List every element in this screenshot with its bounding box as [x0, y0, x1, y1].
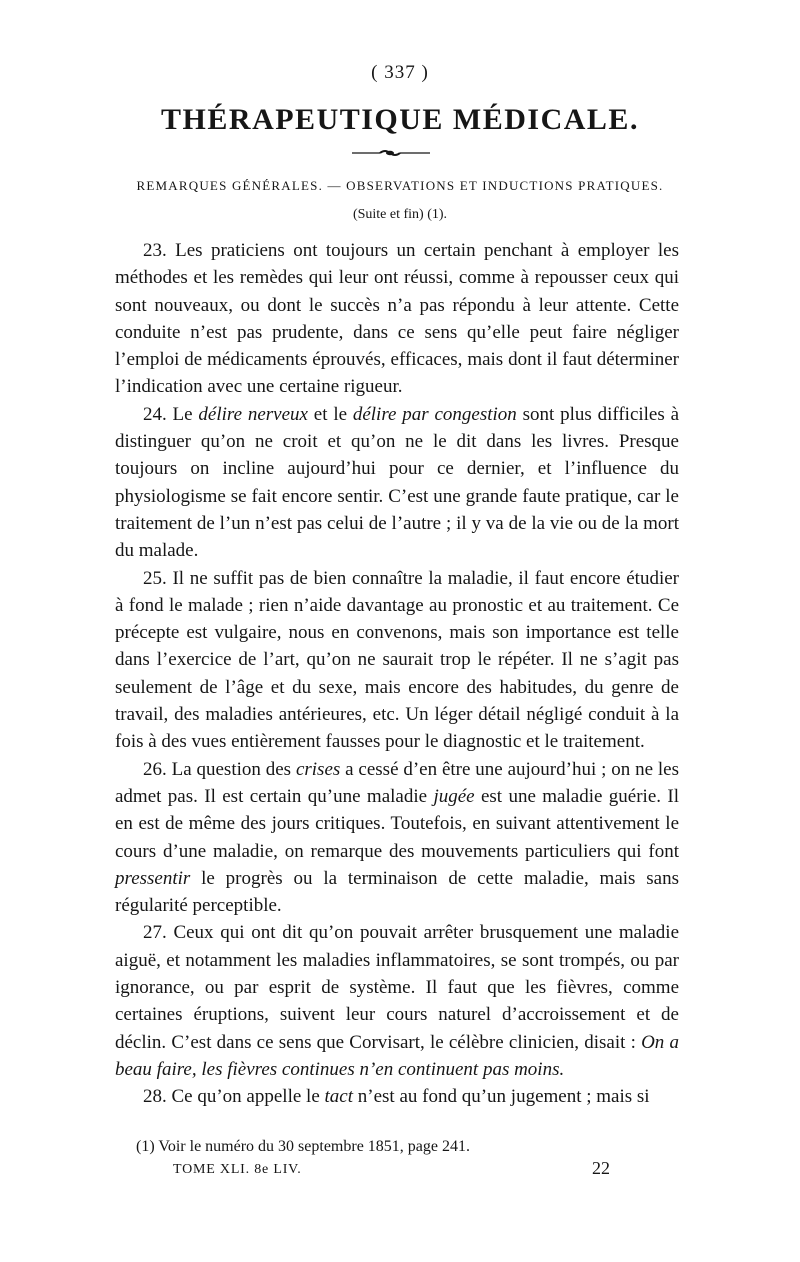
decorative-rule-icon	[350, 147, 432, 159]
signature-mark: TOME XLI. 8e LIV.	[173, 1162, 302, 1177]
footnote: (1) Voir le numéro du 30 septembre 1851, page 241.	[136, 1138, 471, 1155]
section-subnote: (Suite et fin) (1).	[352, 207, 448, 222]
paragraph-text: a cessé d’en être une aujourd’hui ; on ne les admet pas. Il est certain qu’une maladie	[115, 758, 679, 807]
paragraph-text: La question des	[166, 758, 296, 780]
paragraph-number: 23.	[143, 240, 167, 261]
paragraph-number: 27.	[143, 922, 167, 944]
emphasized-text: pressentir	[115, 867, 191, 889]
page-title: THÉRAPEUTIQUE MÉDICALE.	[161, 103, 639, 136]
paragraph	[115, 919, 679, 1083]
emphasized-text: On a beau faire, les fièvres continues n’en continuent pas moins.	[115, 1031, 679, 1080]
emphasized-text: délire nerveux	[198, 403, 308, 425]
paragraph-text: Les praticiens ont toujours un certain penchant à employer les méthodes et les remèdes qui leur ont réussi, comme à repousser ceux qui sont nouveaux, ou dont le succès n’a pas répondu à leur attente. Cette conduite n’est pas prudente, dans ce sens qu’elle peut faire négliger l’emploi de médicaments éprouvés, efficaces, mais dont il faut déterminer l’indication avec une certaine rigueur.	[115, 240, 679, 398]
paragraph-text: Ceux qui ont dit qu’on pouvait arrêter brusquement une maladie aiguë, et notamment les maladies inflammatoires, se sont trompés, ou par ignorance, ou par esprit de système. Il faut que les fièvres, comme certaines éruptions, suivent leur cours naturel d’accroissement et de déclin. C’est dans ce sens que Corvisart, le célèbre clinicien, disait :	[115, 922, 679, 1053]
paragraph-text: est une maladie guérie. Il en est de même des jours critiques. Toutefois, en suivant attentivement le cours d’une maladie, on remarque des mouvements particuliers qui font	[115, 785, 679, 862]
paragraph	[115, 401, 679, 565]
paragraph-text: n’est au fond qu’un jugement ; mais si	[353, 1086, 650, 1108]
paragraph-text: sont plus difficiles à distinguer qu’on ne croit et qu’on ne le dit dans les livres. Presque toujours on incline aujourd’hui pour ce dernier, et l’influence du physiologisme se fait encore sentir. C’est une grande faute pratique, car le traitement de l’un n’est pas celui de l’autre ; il y va de la vie ou de la mort du malade.	[115, 403, 680, 562]
paragraph	[115, 565, 679, 756]
emphasized-text: jugée	[433, 785, 475, 807]
emphasized-text: délire par congestion	[352, 403, 517, 425]
paragraph-number: 25.	[143, 567, 167, 589]
paragraph	[115, 237, 679, 401]
article-body	[115, 237, 679, 1111]
paragraph	[115, 1083, 679, 1110]
paragraph-text: Le	[166, 403, 199, 425]
paragraph-number: 24.	[143, 403, 167, 425]
paragraph-text: Ce qu’on appelle le	[166, 1086, 325, 1108]
paragraph-text: et le	[307, 403, 353, 425]
section-subheading: REMARQUES GÉNÉRALES. — OBSERVATIONS ET INDUCTIONS PRATIQUES.	[136, 178, 664, 193]
paragraph-text: Il ne suffit pas de bien connaître la maladie, il faut encore étudier à fond le malade ; rien n’aide davantage au pronostic et au traitement. Ce précepte est vulgaire, nous en convenons, mais son importance est telle dans l’exercice de l’art, qu’on ne saurait trop le répéter. Il ne s’agit pas seulement de l’âge et du sexe, mais encore des habitudes, du genre de travail, des maladies antérieures, etc. Un léger détail négligé conduit à la fois à des vues entièrement fausses pour le diagnostic et le traitement.	[115, 567, 679, 753]
emphasized-text: crises	[295, 758, 341, 780]
paragraph-text: le progrès ou la terminaison de cette maladie, mais sans régularité perceptible.	[115, 867, 679, 917]
page-number: ( 337 )	[371, 62, 429, 83]
paragraph-number: 28.	[143, 1086, 167, 1108]
paragraph-number: 26.	[143, 758, 167, 780]
signature-number: 22	[592, 1158, 610, 1178]
emphasized-text: tact	[324, 1086, 354, 1108]
paragraph	[115, 756, 679, 920]
